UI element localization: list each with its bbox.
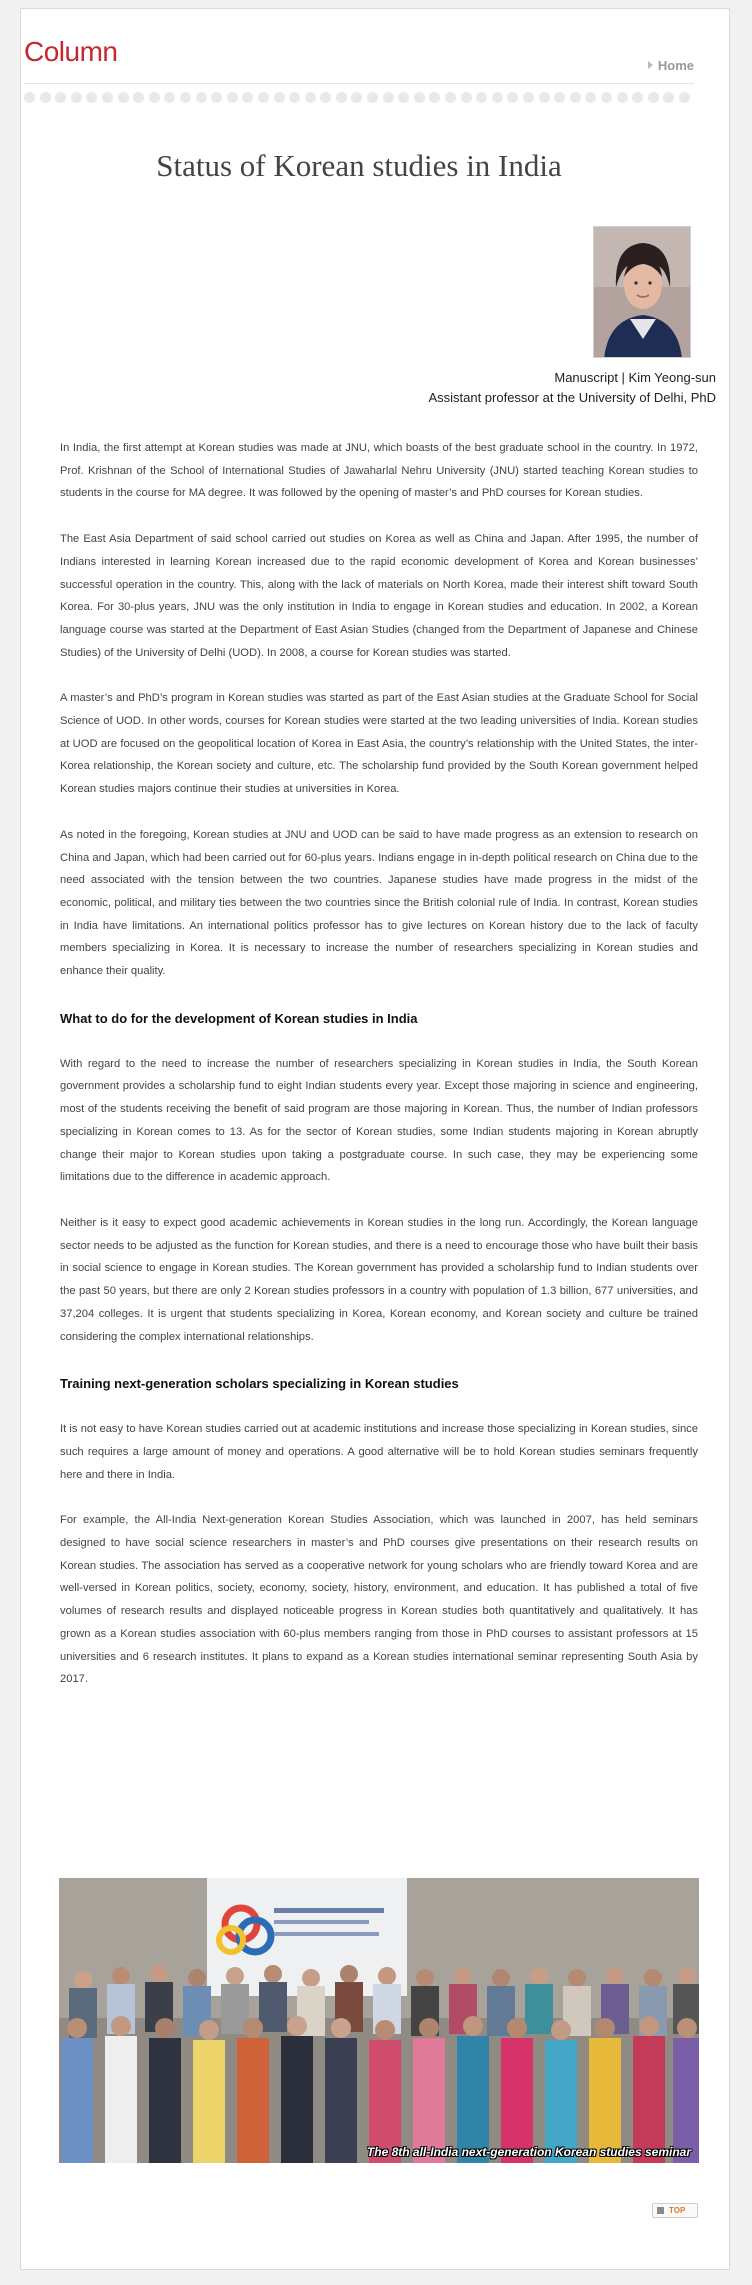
paragraph: As noted in the foregoing, Korean studies at JNU and UOD can be said to have made progress as an extension to research on China and Japan, which had been carried out for 60-plus years. Indians engage in in-depth political research on China due to the need associated with the tension between the two countries. Japanese studies have made progress in the midst of the economic, political, and military ties between the two countries since the British colonial rule of India. In contrast, Korean studies in India have limitations. An international politics professor has to give lectures on Korean history due to the lack of faculty members specializing in Korea. It is necessary to increase the number of researchers specializing in Korean studies and enhance their quality. bbox=[60, 828, 698, 978]
paragraph: For example, the All-India Next-generation Korean Studies Association, which was launched in 2007, has held seminars designed to have social science researchers in master’s and PhD courses give presentations on their research results on Korean studies. The association has served as a cooperative network for young scholars who are friendly toward Korea and are well-versed in Korean politics, society, economy, society, history, environment, and education. It has published a total of five volumes of research results and displayed noticeable progress in Korean studies both quantitatively and qualitatively. It has grown as a Korean studies association with 60-plus members ranging from those in PhD courses to assistant professors at 15 universities and 6 research institutes. It plans to expand as a Korean studies international seminar representing South Asia by 2017. bbox=[60, 1514, 698, 1686]
paragraph: A master’s and PhD’s program in Korean studies was started as part of the East Asian studies at the Graduate School for Social Science of UOD. In other words, courses for Korean studies were started at the two leading universities of India. Korean studies at UOD are focused on the geopolitical location of Korea in East Asia, the country’s relationship with the United States, the inter-Korea relationship, the Korean society and culture, etc. The scholarship fund provided by the South Korean government helped Korean studies majors continue their studies at universities in Korea. bbox=[60, 692, 698, 796]
seminar-group-photo bbox=[59, 1878, 699, 2163]
article-title: Status of Korean studies in India bbox=[156, 148, 562, 183]
paragraph: Neither is it easy to expect good academic achievements in Korean studies in the long run. Accordingly, the Korean language sector needs to be adjusted as the function for Korean studies, and there is a need to encourage those who have built their basis in social science to engage in Korean studies. The Korean government has provided a scholarship fund to Indian students over the past 50 years, but there are only 2 Korean studies professors in a country with population of 1.3 billion, 677 universities, and 37,204 colleges. It is urgent that students specializing in Korea, Korean economy, and Korean society and culture be trained considering the complex international relationships. bbox=[60, 1216, 698, 1343]
author-position: Assistant professor at the University of Delhi, PhD bbox=[428, 390, 716, 405]
audience-front-row bbox=[61, 2016, 699, 2163]
photo-caption: The 8th all-India next-generation Korean studies seminar bbox=[366, 2145, 691, 2159]
header bbox=[24, 34, 694, 80]
paragraph: The East Asia Department of said school carried out studies on Korea as well as China and Japan. After 1995, the number of Indians interested in learning Korean increased due to the rapid economic development of Korea and Korean businesses’ successful operation in the country. This, along with the lack of materials on North Korea, made their interest shift toward South Korea. For 30-plus years, JNU was the only institution in India to engage in Korean studies and education. In 2002, a Korean language course was started at the Department of East Asian Studies (changed from the Department of Japanese and Chinese Studies) of the University of Delhi (UOD). In 2008, a course for Korean studies was started. bbox=[60, 533, 698, 659]
header-divider bbox=[24, 83, 694, 84]
home-link[interactable] bbox=[648, 58, 694, 74]
article-body bbox=[60, 437, 698, 1714]
paragraph: With regard to the need to increase the number of researchers specializing in Korean studies in India, the South Korean government provides a scholarship fund to eight Indian students every year. Except those majoring in science and engineering, most of the students receiving the benefit of said program are those majoring in Korean. Thus, the number of Indian professors specializing in Korean comes to 13. As for the sector of Korean studies, some Indian students majoring in Korean abruptly change their major to Korean studies upon taking a postgraduate course. In such case, they may be experiencing some limitations due to the difference in academic approach. bbox=[60, 1057, 698, 1184]
chevron-right-icon bbox=[648, 61, 653, 69]
section-heading: What to do for the development of Korean studies in India bbox=[60, 1010, 418, 1026]
author-portrait bbox=[593, 226, 691, 358]
top-label: TOP bbox=[669, 2206, 686, 2215]
author-photo-illustration bbox=[594, 227, 691, 358]
dotted-divider bbox=[24, 92, 694, 104]
home-label: Home bbox=[657, 58, 694, 73]
author-name: Manuscript | Kim Yeong-sun bbox=[554, 370, 716, 385]
top-arrow-icon bbox=[657, 2207, 664, 2214]
paragraph: It is not easy to have Korean studies carried out at academic institutions and increase those specializing in Korean studies, since such requires a large amount of money and operations. A good alternative will be to hold Korean studies seminars frequently here and there in India. bbox=[60, 1423, 698, 1481]
paragraph: In India, the first attempt at Korean studies was made at JNU, which boasts of the best graduate school in the country. In 1972, Prof. Krishnan of the School of International Studies of Jawaharlal Nehru University (JNU) started teaching Korean studies to students in the course for MA degree. It was followed by the opening of master’s and PhD courses for Korean studies. bbox=[60, 442, 698, 500]
back-to-top-button[interactable] bbox=[652, 2203, 698, 2218]
section-label: Column bbox=[24, 36, 118, 67]
byline bbox=[428, 368, 716, 408]
section-heading: Training next-generation scholars specializing in Korean studies bbox=[60, 1376, 459, 1392]
group-photo-illustration bbox=[59, 1878, 699, 2163]
